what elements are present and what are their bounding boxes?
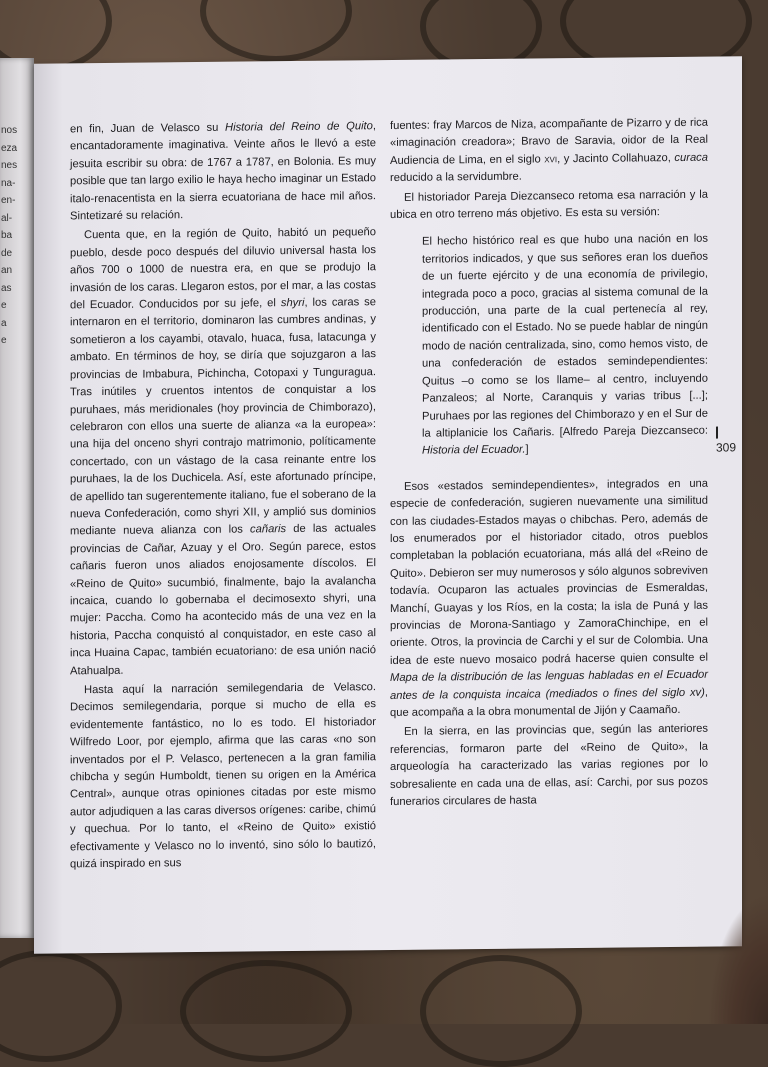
edge-fragment: as bbox=[1, 282, 12, 294]
edge-fragment: de bbox=[1, 247, 13, 259]
text-run: El historiador Pareja Diezcanseco retoma esa narración y la ubica en otro terreno más objetivo. Es esta su versión: bbox=[390, 188, 708, 222]
edge-fragment: na- bbox=[1, 177, 16, 189]
text-run: Esos «estados semindependientes», integrados en una especie de confederación, sugieren nuevamente una similitud con las ciudades-Estados mayas o chibchas. Pero, además de los enumerados por el historiador citado, otros pueblos completaban la población ecuatoriana, más allá del «Reino de Quito». Debieron ser muy numerosos y sólo algunos sobreviven todavía. Ocuparon las actuales provincias de Esmeraldas, Manchí, Guayas y los Ríos, en la costa; la isla de Puná y las provincias de Morona-Santiago y ZamoraChinchipe, en el oriente. Otros, la provincia de Carchi y el sur de Colombia. Una idea de este nuevo mosaico podrá hacerse quien consulte el bbox=[390, 477, 708, 667]
fabric-swirl bbox=[0, 950, 122, 1062]
edge-fragment: nos bbox=[1, 125, 18, 136]
text-run: , y Jacinto Collahuazo, bbox=[557, 151, 675, 166]
italic-text: Mapa de la distribución de las lenguas habladas en el Ecuador antes de la conquista incaica (mediados o fines del siglo xv) bbox=[390, 668, 708, 702]
paragraph bbox=[70, 118, 376, 226]
paragraph bbox=[390, 475, 708, 722]
fabric-swirl bbox=[180, 960, 352, 1062]
text-run: , encantadoramente imaginativa. Veinte años le llevó a este jesuita escribir su obra: de 1767 a 1787, en Bolonia. Es muy posible que tan largo exilio le haya hecho imaginar un Estado italo-renacentista en la sierra ecuatoriana de hace mil años. Sintetizaré su relación. bbox=[70, 120, 376, 223]
edge-fragment: ba bbox=[1, 230, 13, 241]
text-run: , los caras se internaron en el territorio, dominaron las cumbres andinas, y sometieron a los cayambi, otavalo, huaca, fusa, latacunga y ambato. En términos de hoy, se diría que sojuzgaron a las provincias de Imbabura, Pichincha, Cotopaxi y Tunguragua. Tras inútiles y cruentos intentos de conquistar a los puruhaes, más meridionales (hoy provincia de Chimborazo), celebraron con ellos una suerte de alianza «a la europea»: una hija del onceno shyri contrajo matrimonio, políticamente concertado, con un vástago de la casa reinante entre los puruhaes, la de los Duchicela. Así, este afortunado príncipe, de apellido tan sugerentemente italiano, fue el soberano de la nueva Confederación, como shyri XII, y amplió sus dominios mediante nueva alianza con los bbox=[70, 296, 377, 538]
fabric-swirl bbox=[200, 0, 352, 62]
paragraph bbox=[390, 186, 708, 224]
paragraph bbox=[70, 225, 376, 681]
text-run: , que acompaña a la obra monumental de Jijón y Caamaño. bbox=[390, 686, 708, 719]
italic-text: curaca bbox=[674, 151, 709, 164]
italic-text: Historia del Ecuador. bbox=[422, 443, 526, 457]
edge-fragment: e bbox=[1, 300, 7, 311]
edge-fragment: al- bbox=[1, 212, 13, 224]
previous-page-edge bbox=[0, 58, 34, 938]
italic-text: shyri bbox=[280, 296, 305, 310]
paragraph bbox=[390, 115, 708, 188]
block-quote bbox=[422, 231, 708, 460]
text-run: fuentes: fray Marcos de Niza, acompañante de Pizarro y de rica «imaginación creadora»; Bravo de Saravia, oidor de la Real Audiencia de Lima, en el siglo bbox=[390, 116, 708, 167]
edge-fragment: a bbox=[1, 317, 7, 329]
text-run: xvi bbox=[544, 153, 558, 166]
right-column-body bbox=[390, 475, 708, 811]
paragraph bbox=[390, 721, 708, 811]
quote-paragraph bbox=[422, 231, 708, 460]
edge-fragment: en- bbox=[1, 195, 16, 206]
previous-page-fragments bbox=[0, 58, 34, 350]
left-text-column bbox=[70, 118, 376, 874]
text-run: ] bbox=[525, 443, 529, 456]
edge-fragment: e bbox=[1, 335, 7, 346]
text-run: reducido a la servidumbre. bbox=[390, 170, 522, 185]
edge-fragment: an bbox=[1, 265, 13, 276]
hand-shadow bbox=[708, 894, 768, 1024]
italic-text: Historia del Reino de Quito bbox=[225, 120, 373, 134]
edge-fragment: eza bbox=[1, 142, 18, 154]
fabric-swirl bbox=[420, 955, 582, 1067]
page-number: 309 bbox=[716, 426, 742, 454]
right-column-intro bbox=[390, 115, 708, 225]
paragraph bbox=[70, 679, 376, 874]
edge-fragment: nes bbox=[1, 160, 18, 171]
right-text-column bbox=[390, 115, 708, 812]
book-page bbox=[34, 56, 742, 953]
text-run: Hasta aquí la narración semilegendaria de Velasco. Decimos semilegendaria, porque si mucho de ella es evidentemente fantástico, no lo es todo. El historiador Wilfredo Loor, por ejemplo, afirma que las caras «no son inventados por el P. Velasco, pertenecen a la gran familia chibcha y según Humboldt, tienen su origen en la América Central», aunque otras opiniones citadas por este mismo autor adjudiquen a las caras diversos orígenes: caribe, chimú y quechua. Por lo tanto, el «Reino de Quito» existió efectivamente y Velasco no lo inventó, sino sólo lo bautizó, quizá inspirado en sus bbox=[70, 681, 376, 871]
text-run: En la sierra, en las provincias que, según las anteriores referencias, formaron parte del «Reino de Quito», la arqueología ha caracterizado las varias regiones por lo sobresaliente en cada una de ellas, así: Carchi, por sus pozos funerarios circulares de hasta bbox=[390, 723, 708, 809]
text-run: El hecho histórico real es que hubo una nación en los territorios indicados, y que sus señores eran los dueños de un fuerte ejército y de una economía de privilegio, integrada poco a poco, gracias al sistema comunal de la producción, una parte de la cual pertenecía al rey, identificado con el Estado. No se puede hablar de ningún modo de nación centralizada, sino, como hemos visto, de una confederación de estados semindependientes: Quitus –o como se los llame– al centro, incluyendo Panzaleos; al Norte, Caranquis y varias tribus [...]; Puruhaes por las regiones del Chimborazo y en el Sur de la altiplanicie los Cañaris. [Alfredo Pareja Diezcanseco: bbox=[422, 233, 708, 440]
text-run: Cuenta que, en la región de Quito, habitó un pequeño pueblo, desde poco después del diluvio universal hasta los años 700 o 1000 de nuestra era, en que se produjo la invasión de los caras. Llegaron estos, por el mar, a las costas del Ecuador. Conducidos por su jefe, el bbox=[70, 226, 376, 312]
text-run: en fin, Juan de Velasco su bbox=[70, 121, 225, 136]
text-run: de las actuales provincias de Cañar, Azuay y el Oro. Según parece, estos cañaris fueron unos aliados enojosamente díscolos. El «Reino de Quito» sucumbió, finalmente, bajo la avalancha incaica, cuando lo gobernaba el decimosexto shyri, una mujer: Paccha. Como ha acontecido más de una vez en la historia, Paccha conquistó al conquistador, en este caso al inca Huaina Capac, también ecuatoriano: de esa unión nació Atahualpa. bbox=[70, 522, 376, 677]
italic-text: cañaris bbox=[250, 523, 287, 536]
